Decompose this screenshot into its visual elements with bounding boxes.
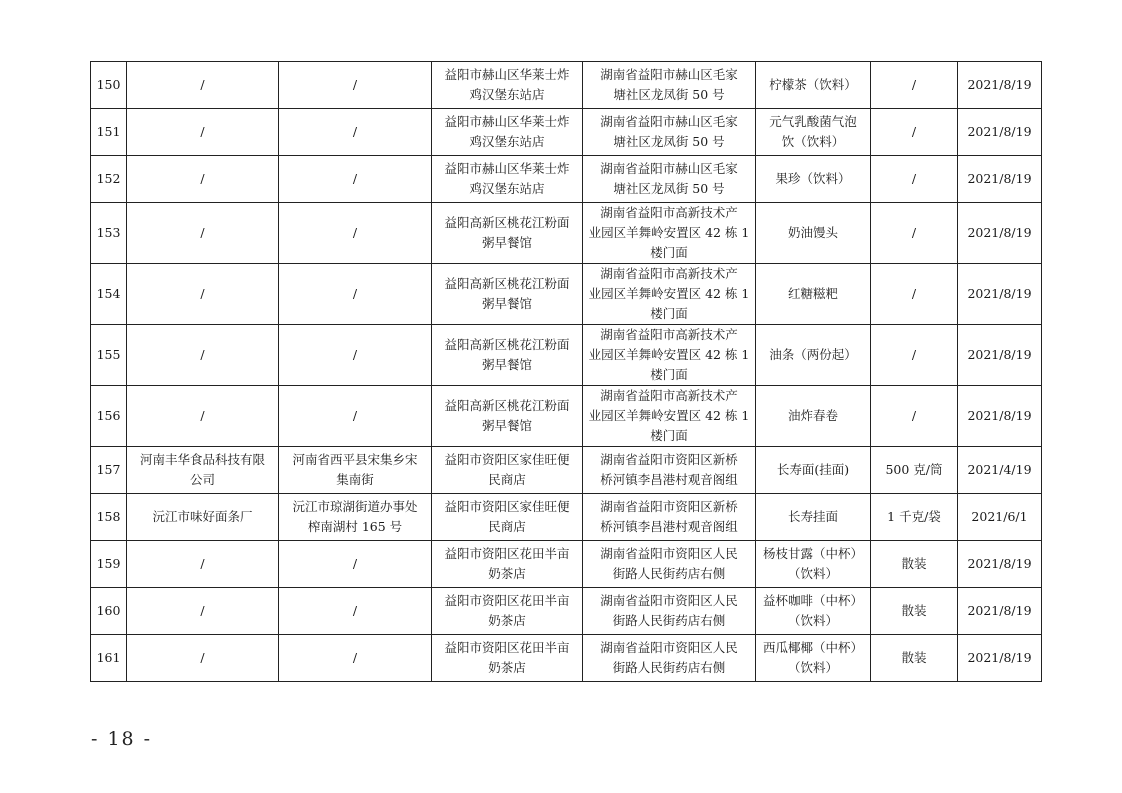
seller-name-cell: 益阳市资阳区花田半亩 奶茶店: [432, 635, 583, 682]
producer-name-cell: /: [127, 109, 279, 156]
row-number-cell: 159: [91, 541, 127, 588]
production-date-cell: 2021/8/19: [958, 325, 1042, 386]
seller-name-cell: 益阳高新区桃花江粉面 粥早餐馆: [432, 325, 583, 386]
seller-name-cell: 益阳市资阳区花田半亩 奶茶店: [432, 588, 583, 635]
table-row: [91, 203, 1042, 264]
product-name-cell: 元气乳酸菌气泡 饮（饮料）: [756, 109, 871, 156]
table-row: [91, 447, 1042, 494]
producer-name-cell: /: [127, 635, 279, 682]
production-date-cell: 2021/8/19: [958, 203, 1042, 264]
seller-address-cell: 湖南省益阳市高新技术产 业园区羊舞岭安置区 42 栋 1 楼门面: [583, 203, 756, 264]
product-name-cell: 油条（两份起）: [756, 325, 871, 386]
table-body: [91, 62, 1042, 682]
producer-name-cell: /: [127, 386, 279, 447]
seller-name-cell: 益阳市赫山区华莱士炸 鸡汉堡东站店: [432, 62, 583, 109]
specification-cell: /: [871, 325, 958, 386]
producer-address-cell: 沅江市琼湖街道办事处 榨南湖村 165 号: [279, 494, 432, 541]
page-number: - 18 -: [91, 728, 153, 750]
producer-address-cell: /: [279, 156, 432, 203]
row-number-cell: 152: [91, 156, 127, 203]
product-name-cell: 益杯咖啡（中杯） （饮料）: [756, 588, 871, 635]
seller-name-cell: 益阳高新区桃花江粉面 粥早餐馆: [432, 264, 583, 325]
seller-name-cell: 益阳市资阳区家佳旺便 民商店: [432, 494, 583, 541]
row-number-cell: 157: [91, 447, 127, 494]
product-name-cell: 柠檬茶（饮料）: [756, 62, 871, 109]
row-number-cell: 155: [91, 325, 127, 386]
row-number-cell: 151: [91, 109, 127, 156]
production-date-cell: 2021/8/19: [958, 588, 1042, 635]
seller-address-cell: 湖南省益阳市资阳区人民 街路人民街药店右侧: [583, 635, 756, 682]
specification-cell: 散装: [871, 635, 958, 682]
producer-address-cell: /: [279, 325, 432, 386]
seller-name-cell: 益阳市资阳区花田半亩 奶茶店: [432, 541, 583, 588]
seller-address-cell: 湖南省益阳市资阳区人民 街路人民街药店右侧: [583, 588, 756, 635]
producer-name-cell: 沅江市味好面条厂: [127, 494, 279, 541]
seller-address-cell: 湖南省益阳市高新技术产 业园区羊舞岭安置区 42 栋 1 楼门面: [583, 325, 756, 386]
producer-address-cell: /: [279, 203, 432, 264]
production-date-cell: 2021/8/19: [958, 635, 1042, 682]
product-name-cell: 长寿面(挂面): [756, 447, 871, 494]
product-name-cell: 长寿挂面: [756, 494, 871, 541]
seller-name-cell: 益阳高新区桃花江粉面 粥早餐馆: [432, 203, 583, 264]
producer-name-cell: /: [127, 588, 279, 635]
specification-cell: 散装: [871, 588, 958, 635]
producer-address-cell: /: [279, 635, 432, 682]
table-row: [91, 325, 1042, 386]
seller-address-cell: 湖南省益阳市高新技术产 业园区羊舞岭安置区 42 栋 1 楼门面: [583, 386, 756, 447]
seller-name-cell: 益阳市赫山区华莱士炸 鸡汉堡东站店: [432, 109, 583, 156]
row-number-cell: 160: [91, 588, 127, 635]
producer-name-cell: /: [127, 264, 279, 325]
specification-cell: /: [871, 264, 958, 325]
seller-name-cell: 益阳市赫山区华莱士炸 鸡汉堡东站店: [432, 156, 583, 203]
row-number-cell: 154: [91, 264, 127, 325]
seller-address-cell: 湖南省益阳市高新技术产 业园区羊舞岭安置区 42 栋 1 楼门面: [583, 264, 756, 325]
producer-address-cell: /: [279, 588, 432, 635]
seller-name-cell: 益阳高新区桃花江粉面 粥早餐馆: [432, 386, 583, 447]
specification-cell: /: [871, 203, 958, 264]
seller-name-cell: 益阳市资阳区家佳旺便 民商店: [432, 447, 583, 494]
table-row: [91, 541, 1042, 588]
row-number-cell: 150: [91, 62, 127, 109]
producer-address-cell: /: [279, 62, 432, 109]
table-row: [91, 588, 1042, 635]
table-row: [91, 62, 1042, 109]
product-name-cell: 果珍（饮料）: [756, 156, 871, 203]
producer-address-cell: /: [279, 541, 432, 588]
producer-name-cell: /: [127, 62, 279, 109]
product-name-cell: 奶油馒头: [756, 203, 871, 264]
specification-cell: 1 千克/袋: [871, 494, 958, 541]
producer-name-cell: /: [127, 541, 279, 588]
production-date-cell: 2021/8/19: [958, 264, 1042, 325]
production-date-cell: 2021/8/19: [958, 109, 1042, 156]
specification-cell: /: [871, 62, 958, 109]
specification-cell: /: [871, 386, 958, 447]
row-number-cell: 156: [91, 386, 127, 447]
producer-address-cell: /: [279, 109, 432, 156]
producer-address-cell: /: [279, 386, 432, 447]
production-date-cell: 2021/8/19: [958, 386, 1042, 447]
producer-address-cell: 河南省西平县宋集乡宋 集南街: [279, 447, 432, 494]
seller-address-cell: 湖南省益阳市赫山区毛家 塘社区龙凤街 50 号: [583, 109, 756, 156]
producer-name-cell: /: [127, 156, 279, 203]
seller-address-cell: 湖南省益阳市赫山区毛家 塘社区龙凤街 50 号: [583, 156, 756, 203]
production-date-cell: 2021/8/19: [958, 62, 1042, 109]
specification-cell: /: [871, 156, 958, 203]
row-number-cell: 161: [91, 635, 127, 682]
seller-address-cell: 湖南省益阳市资阳区新桥 桥河镇李昌港村观音阁组: [583, 494, 756, 541]
table-row: [91, 635, 1042, 682]
table-row: [91, 386, 1042, 447]
table-row: [91, 494, 1042, 541]
table-row: [91, 109, 1042, 156]
table-row: [91, 264, 1042, 325]
production-date-cell: 2021/6/1: [958, 494, 1042, 541]
seller-address-cell: 湖南省益阳市资阳区人民 街路人民街药店右侧: [583, 541, 756, 588]
product-name-cell: 红糖糍粑: [756, 264, 871, 325]
product-name-cell: 杨枝甘露（中杯） （饮料）: [756, 541, 871, 588]
seller-address-cell: 湖南省益阳市赫山区毛家 塘社区龙凤街 50 号: [583, 62, 756, 109]
product-name-cell: 西瓜椰椰（中杯） （饮料）: [756, 635, 871, 682]
row-number-cell: 158: [91, 494, 127, 541]
sampling-results-table: [90, 61, 1042, 682]
producer-name-cell: 河南丰华食品科技有限 公司: [127, 447, 279, 494]
specification-cell: 散装: [871, 541, 958, 588]
production-date-cell: 2021/8/19: [958, 541, 1042, 588]
production-date-cell: 2021/4/19: [958, 447, 1042, 494]
specification-cell: 500 克/筒: [871, 447, 958, 494]
table-row: [91, 156, 1042, 203]
production-date-cell: 2021/8/19: [958, 156, 1042, 203]
seller-address-cell: 湖南省益阳市资阳区新桥 桥河镇李昌港村观音阁组: [583, 447, 756, 494]
producer-name-cell: /: [127, 203, 279, 264]
product-name-cell: 油炸春卷: [756, 386, 871, 447]
specification-cell: /: [871, 109, 958, 156]
producer-address-cell: /: [279, 264, 432, 325]
producer-name-cell: /: [127, 325, 279, 386]
row-number-cell: 153: [91, 203, 127, 264]
